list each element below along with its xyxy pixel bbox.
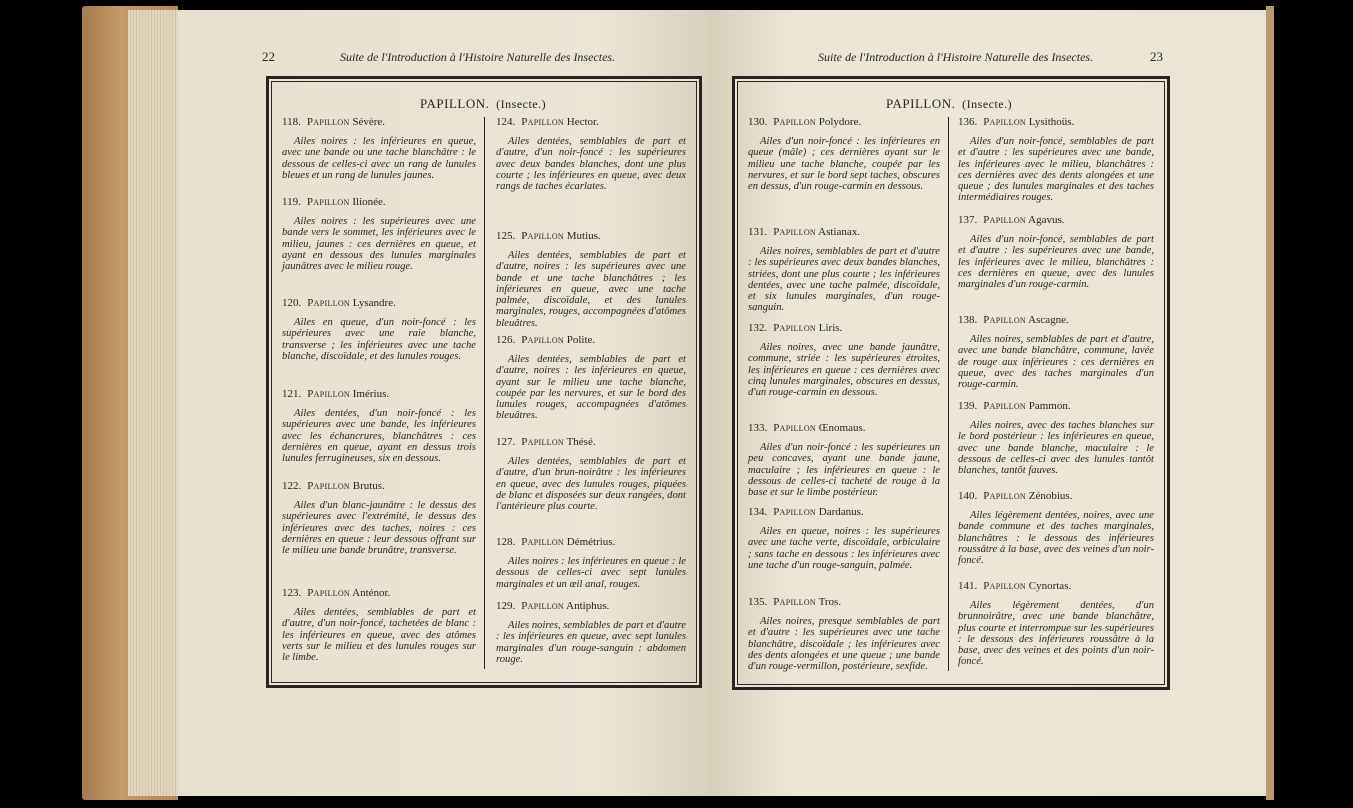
entry-description: Ailes d'un noir-foncé : les inférieures en queue (mâle) ; ces dernières ayant sur le milieu une tache blanche, coupée par les nervures, et sur le bord sept taches, obscures en dessus, d'un rouge-carmin en dessous. xyxy=(748,136,940,193)
entry-heading xyxy=(748,422,940,434)
entry-136 xyxy=(958,116,1154,204)
entry-122 xyxy=(282,480,476,556)
entry-heading xyxy=(958,580,1154,592)
entry-number: 130. xyxy=(748,116,768,128)
entry-heading xyxy=(958,116,1154,128)
entry-heading xyxy=(958,214,1154,226)
entry-number: 134. xyxy=(748,506,768,518)
entry-description: Ailes noires : les inférieures en queue : le dessous de celles-ci avec sept lunules marginales et un œil anal, rouges. xyxy=(496,556,686,590)
entry-number: 139. xyxy=(958,400,978,412)
entry-description: Ailes d'un blanc-jaunâtre : le dessus des supérieures avec l'extrémité, le dessus des inférieures avec des taches, noires : ces dernières en queue : leur dessous offrant sur le milieu une bande brunâtre, transverse. xyxy=(282,500,476,557)
entry-genus: Papillon xyxy=(307,480,350,492)
entry-name: Ilionée. xyxy=(352,196,386,208)
entry-heading xyxy=(748,226,940,238)
entry-number: 127. xyxy=(496,436,516,448)
entry-description: Ailes dentées, semblables de part et d'autre, d'un noir-foncé : les supérieures avec deux bandes blanches, dont une plus courte ; les inférieures en queue, avec deux rangs de taches écarlates. xyxy=(496,136,686,193)
entry-name: Sévère. xyxy=(352,116,386,128)
entry-description: Ailes dentées, semblables de part et d'autre, d'un brun-noirâtre : les inférieures en queue, avec des lunules rouges, piquées de blanc et disposées sur deux rangées, dont l'antérieure plus courte. xyxy=(496,456,686,513)
entry-heading xyxy=(282,196,476,208)
entry-name: Polite. xyxy=(566,334,596,346)
entry-description: Ailes noires, semblables de part et d'autre : les inférieures en queue, avec sept lunules marginales d'un rouge-sanguin : abdomen rouge. xyxy=(496,620,686,665)
entry-heading xyxy=(496,230,686,242)
entry-131 xyxy=(748,226,940,314)
entry-name: Démétrius. xyxy=(566,536,616,548)
entry-heading xyxy=(496,536,686,548)
entry-genus: Papillon xyxy=(773,116,816,128)
entry-heading xyxy=(282,587,476,599)
right-running-header: Suite de l'Introduction à l'Histoire Naturelle des Insectes. xyxy=(818,50,1094,64)
entry-name: Antiphus. xyxy=(566,600,610,612)
entry-name: Astianax. xyxy=(818,226,861,238)
entry-description: Ailes dentées, d'un noir-foncé : les supérieures avec une bande, les inférieures avec les échancrures, blanchâtres : ces dernières en queue, ayant en dessus trois lunules ferrugineuses, six en dessous. xyxy=(282,408,476,465)
entry-genus: Papillon xyxy=(307,587,350,599)
entry-130 xyxy=(748,116,940,192)
entry-description: Ailes dentées, semblables de part et d'autre, noires : les inférieures en queue, ayant sur le milieu une tache blanche, coupée par les nervures, et sur le bord des lunules rouges, accompagnées d'atômes bleuâtres. xyxy=(496,354,686,422)
entry-name: Thésé. xyxy=(566,436,596,448)
entry-heading xyxy=(282,388,476,400)
entry-name: Zénobius. xyxy=(1028,490,1073,502)
entry-description: Ailes légèrement dentées, d'un brunnoirâtre, avec une bande blanchâtre, plus courte et interrompue sur les supérieures : le dessous des inférieures roussâtre à la base, avec des veines et des points d'un noir-foncé. xyxy=(958,600,1154,668)
entry-name: Tros. xyxy=(818,596,842,608)
entry-number: 120. xyxy=(282,297,302,309)
title-subtitle: (Insecte.) xyxy=(962,97,1013,111)
entry-number: 133. xyxy=(748,422,768,434)
entry-genus: Papillon xyxy=(521,230,564,242)
entry-name: Anténor. xyxy=(352,587,391,599)
entry-135 xyxy=(748,596,940,672)
entry-genus: Papillon xyxy=(773,506,816,518)
left-page-number: 22 xyxy=(262,49,275,64)
entry-heading xyxy=(748,506,940,518)
entry-genus: Papillon xyxy=(521,334,564,346)
entry-description: Ailes en queue, d'un noir-foncé : les supérieures avec une raie blanche, transverse ; les inférieures avec une tache blanche, discoïdale, et des lunules rouges. xyxy=(282,317,476,362)
entry-heading xyxy=(748,596,940,608)
entry-description: Ailes noires, presque semblables de part et d'autre : les supérieures avec une tache blanchâtre, discoïdale ; les inférieures avec des dents alongées et une queue ; une bande d'un rouge-vermillon, postérieure, sexfide. xyxy=(748,616,940,673)
entry-name: Polydore. xyxy=(818,116,862,128)
entry-126 xyxy=(496,334,686,422)
entry-heading xyxy=(496,436,686,448)
entry-name: Lysandre. xyxy=(352,297,396,309)
entry-124 xyxy=(496,116,686,192)
entry-genus: Papillon xyxy=(307,388,350,400)
entry-137 xyxy=(958,214,1154,290)
entry-number: 118. xyxy=(282,116,301,128)
entry-number: 138. xyxy=(958,314,978,326)
entry-genus: Papillon xyxy=(983,490,1026,502)
entry-138 xyxy=(958,314,1154,390)
entry-140 xyxy=(958,490,1154,566)
entry-genus: Papillon xyxy=(983,214,1026,226)
left-column-rule xyxy=(484,117,485,669)
entry-141 xyxy=(958,580,1154,668)
entry-number: 121. xyxy=(282,388,302,400)
entry-heading xyxy=(282,480,476,492)
entry-132 xyxy=(748,322,940,398)
page-edges xyxy=(128,10,182,796)
entry-number: 132. xyxy=(748,322,768,334)
entry-description: Ailes d'un noir-foncé, semblables de part et d'autre : les supérieures avec une bande, les inférieures avec le milieu, blanchâtres : ces dernières en queue, avec des lunules marginales d'un rouge-carmin. xyxy=(958,234,1154,291)
entry-name: Lysithoüs. xyxy=(1028,116,1075,128)
entry-number: 126. xyxy=(496,334,516,346)
entry-description: Ailes noires : les inférieures en queue, avec une bande ou une tache blanchâtre : le dessous de celles-ci avec un rang de lunules bleues et un rang de lunules jaunes. xyxy=(282,136,476,181)
entry-heading xyxy=(748,116,940,128)
entry-genus: Papillon xyxy=(521,600,564,612)
entry-heading xyxy=(958,490,1154,502)
right-page-number: 23 xyxy=(1150,49,1163,64)
entry-description: Ailes noires, avec une bande jaunâtre, commune, striée : les supérieures étroites, les inférieures en queue : ces dernières avec cinq lunules marginales, obscures en dessus, d'un rouge-carmin en dessous. xyxy=(748,342,940,399)
entry-number: 140. xyxy=(958,490,978,502)
entry-128 xyxy=(496,536,686,590)
entry-name: Œnomaus. xyxy=(818,422,866,434)
entry-121 xyxy=(282,388,476,464)
entry-number: 131. xyxy=(748,226,768,238)
entry-heading xyxy=(748,322,940,334)
entry-heading xyxy=(496,600,686,612)
entry-129 xyxy=(496,600,686,665)
entry-name: Agavus. xyxy=(1028,214,1065,226)
entry-genus: Papillon xyxy=(521,116,564,128)
title-word: PAPILLON. xyxy=(886,96,956,111)
entry-name: Liris. xyxy=(818,322,843,334)
entry-heading xyxy=(958,314,1154,326)
entry-genus: Papillon xyxy=(521,536,564,548)
entry-heading xyxy=(282,297,476,309)
entry-number: 119. xyxy=(282,196,301,208)
entry-genus: Papillon xyxy=(773,226,816,238)
entry-number: 136. xyxy=(958,116,978,128)
entry-name: Mutius. xyxy=(566,230,601,242)
entry-description: Ailes dentées, semblables de part et d'autre, noires : les supérieures avec une bande et une tache blanchâtres ; les inférieures en queue, avec une tache palmée, discoïdale, et des lunules marginales, rouges, accompagnées d'atômes bleuâtres. xyxy=(496,250,686,329)
entry-heading xyxy=(282,116,476,128)
right-column-rule xyxy=(948,117,949,671)
entry-name: Cynortas. xyxy=(1028,580,1072,592)
entry-genus: Papillon xyxy=(306,116,350,128)
entry-number: 137. xyxy=(958,214,978,226)
entry-119 xyxy=(282,196,476,272)
entry-description: Ailes dentées, semblables de part et d'autre, d'un noir-foncé, tachetées de blanc : les inférieures en queue, avec des atômes verts sur le milieu et des lunules rouges sur le limbe. xyxy=(282,607,476,664)
entry-heading xyxy=(496,334,686,346)
entry-number: 122. xyxy=(282,480,302,492)
entry-genus: Papillon xyxy=(307,297,350,309)
entry-description: Ailes d'un noir-foncé : les supérieures un peu concaves, ayant une bande jaune, maculaire ; les inférieures en queue : le dessous de celles-ci tacheté de rouge à la base et sur le limbe postérieur. xyxy=(748,442,940,499)
entry-heading xyxy=(958,400,1154,412)
left-page-title xyxy=(420,96,546,112)
entry-number: 141. xyxy=(958,580,978,592)
entry-genus: Papillon xyxy=(306,196,350,208)
entry-118 xyxy=(282,116,476,181)
entry-125 xyxy=(496,230,686,329)
entry-heading xyxy=(496,116,686,128)
entry-genus: Papillon xyxy=(983,116,1026,128)
entry-description: Ailes noires, avec des taches blanches sur le bord postérieur : les inférieures en queue, avec une bande blanche, maculaire : le dessous de celles-ci avec des lunules tantôt blanches, tantôt fauves. xyxy=(958,420,1154,477)
left-running-header: Suite de l'Introduction à l'Histoire Naturelle des Insectes. xyxy=(340,50,616,64)
entry-name: Brutus. xyxy=(352,480,385,492)
entry-description: Ailes noires, semblables de part et d'autre, avec une bande blanchâtre, commune, lavée de rouge aux inférieures : ces dernières en queue, avec des taches marginales d'un rouge-carmin. xyxy=(958,334,1154,391)
entry-name: Ascagne. xyxy=(1028,314,1069,326)
entry-genus: Papillon xyxy=(773,322,816,334)
entry-description: Ailes légèrement dentées, noires, avec une bande commune et des taches marginales, blanchâtres : le dessous des inférieures roussâtre à la base, avec des veines d'un noir-foncé. xyxy=(958,510,1154,567)
title-subtitle: (Insecte.) xyxy=(496,97,547,111)
entry-description: Ailes noires, semblables de part et d'autre : les supérieures avec deux bandes blanches, striées, dont une plus courte ; les inférieures dentées, avec une tache palmée, discoïdale, et six lunules marginales, d'un rouge-sanguin. xyxy=(748,246,940,314)
entry-number: 125. xyxy=(496,230,516,242)
entry-134 xyxy=(748,506,940,571)
entry-genus: Papillon xyxy=(983,580,1026,592)
entry-genus: Papillon xyxy=(773,422,816,434)
entry-description: Ailes noires : les supérieures avec une bande vers le sommet, les inférieures avec le milieu, jaunes : ces dernières en queue, et ayant en dessous des lunules marginales jaunâtres avec le milieu rouge. xyxy=(282,216,476,273)
entry-genus: Papillon xyxy=(521,436,564,448)
entry-genus: Papillon xyxy=(983,400,1026,412)
entry-120 xyxy=(282,297,476,362)
entry-genus: Papillon xyxy=(983,314,1026,326)
entry-number: 135. xyxy=(748,596,768,608)
entry-number: 128. xyxy=(496,536,516,548)
entry-127 xyxy=(496,436,686,512)
entry-name: Hector. xyxy=(566,116,599,128)
entry-name: Imérius. xyxy=(352,388,390,400)
entry-number: 124. xyxy=(496,116,516,128)
entry-name: Pammon. xyxy=(1028,400,1071,412)
entry-133 xyxy=(748,422,940,498)
title-word: PAPILLON. xyxy=(420,96,490,111)
entry-name: Dardanus. xyxy=(818,506,864,518)
entry-description: Ailes en queue, noires : les supérieures avec une tache verte, discoïdale, orbiculaire ; sans tache en dessous : les inférieures avec une tache d'un rouge-sanguin, palmée. xyxy=(748,526,940,571)
entry-139 xyxy=(958,400,1154,476)
book-cover-right xyxy=(1266,6,1274,800)
entry-number: 129. xyxy=(496,600,516,612)
entry-number: 123. xyxy=(282,587,302,599)
entry-description: Ailes d'un noir-foncé, semblables de part et d'autre : les supérieures avec une bande, les inférieures avec le milieu, blanchâtres : ces dernières avec des dents alongées et une queue ; des lunules marginales et des taches intermédiaires rouges. xyxy=(958,136,1154,204)
right-page-title xyxy=(886,96,1012,112)
entry-genus: Papillon xyxy=(773,596,816,608)
entry-123 xyxy=(282,587,476,663)
